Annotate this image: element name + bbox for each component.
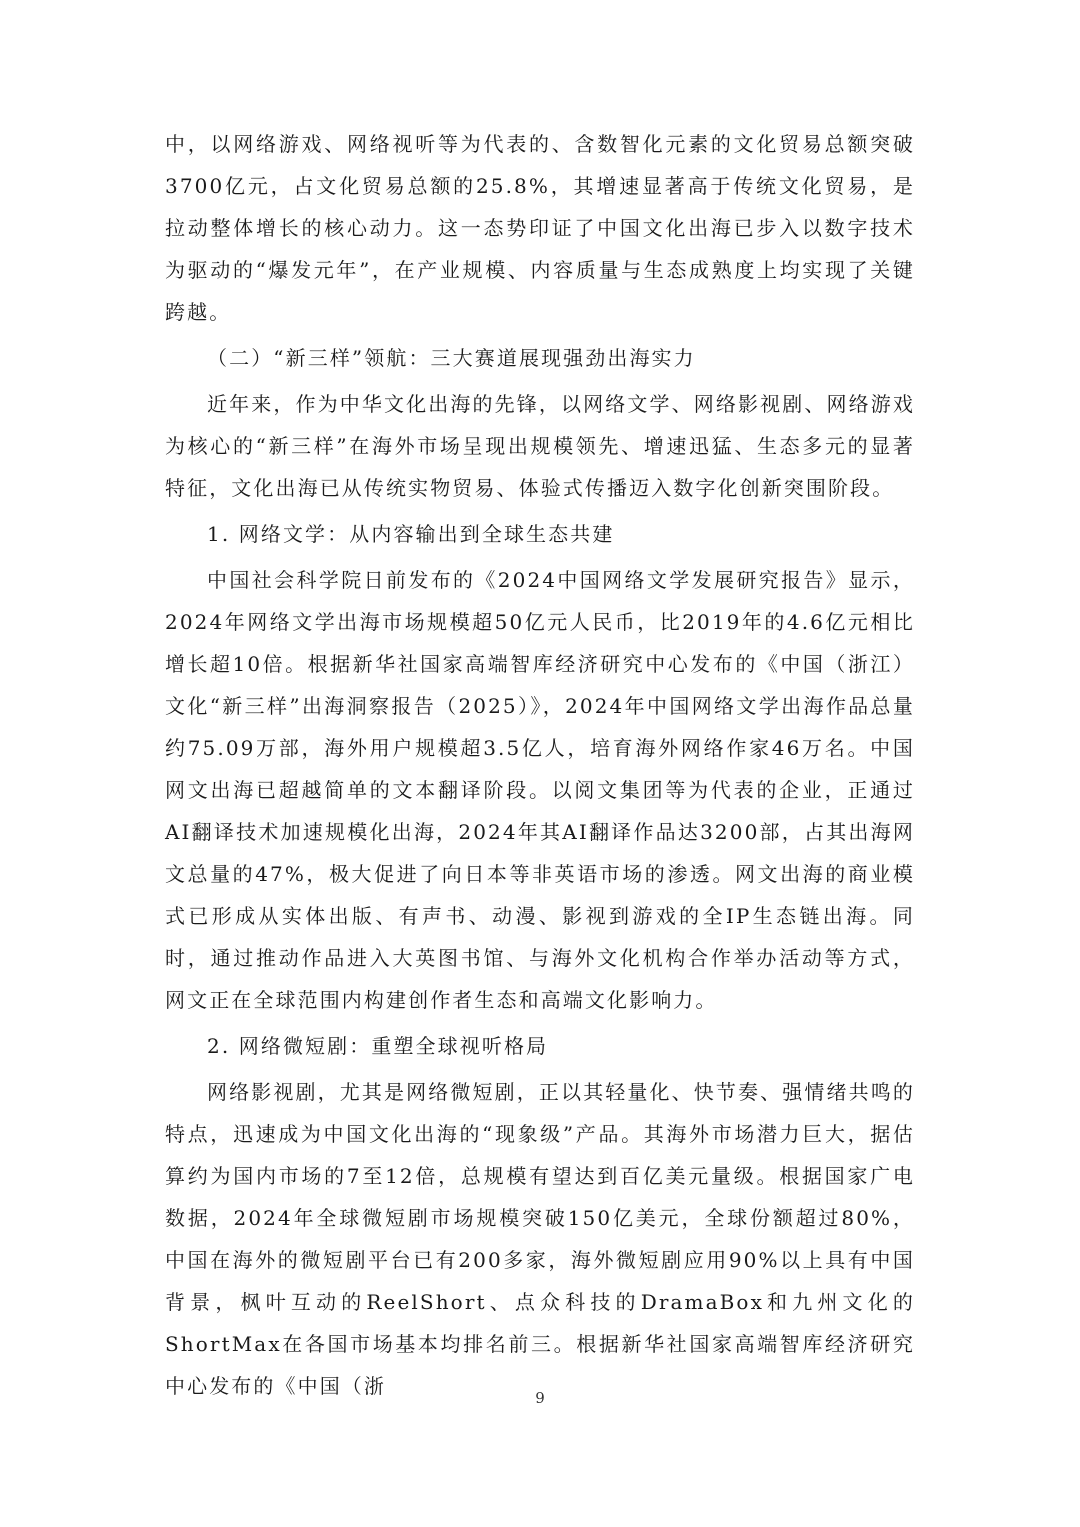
paragraph-section: 近年来，作为中华文化出海的先锋，以网络文学、网络影视剧、网络游戏为核心的“新三样”在海外市场呈现出规模领先、增速迅猛、生态多元的显著特征，文化出海已从传统实物贸易、体验式传播迈入数字化创新突围阶段。 — [165, 392, 915, 500]
paragraph-online-literature: 中国社会科学院日前发布的《2024中国网络文学发展研究报告》显示，2024年网络文学出海市场规模超50亿元人民币，比2019年的4.6亿元相比增长超10倍。根据新华社国家高端智库经济研究中心发布的《中国（浙江）文化“新三样”出海洞察报告（2025）》，2024年中国网络文学出海作品总量约75.09万部，海外用户规模超3.5亿人，培育海外网络作家46万名。中国网文出海已超越简单的文本翻译阶段。以阅文集团等为代表的企业，正通过AI翻译技术加速规模化出海，2024年其AI翻译作品达3200部，占其出海网文总量的47%，极大促进了向日本等非英语市场的渗透。网文出海的商业模式已形成从实体出版、有声书、动漫、影视到游戏的全IP生态链出海。同时，通过推动作品进入大英图书馆、与海外文化机构合作举办活动等方式，网文正在全球范围内构建创作者生态和高端文化影响力。 — [165, 568, 915, 1012]
subheading-online-literature: 1. 网络文学：从内容输出到全球生态共建 — [207, 522, 615, 546]
section-heading: （二）“新三样”领航：三大赛道展现强劲出海实力 — [207, 346, 696, 370]
paragraph-intro: 中，以网络游戏、网络视听等为代表的、含数智化元素的文化贸易总额突破3700亿元，占文化贸易总额的25.8%，其增速显著高于传统文化贸易，是拉动整体增长的核心动力。这一态势印证了中国文化出海已步入以数字技术为驱动的“爆发元年”，在产业规模、内容质量与生态成熟度上均实现了关键跨越。 — [165, 132, 915, 324]
document-body — [165, 123, 915, 1407]
page-number: 9 — [535, 1389, 545, 1407]
subheading-micro-short-drama: 2. 网络微短剧：重塑全球视听格局 — [207, 1034, 549, 1058]
paragraph-micro-short-drama: 网络影视剧，尤其是网络微短剧，正以其轻量化、快节奏、强情绪共鸣的特点，迅速成为中国文化出海的“现象级”产品。其海外市场潜力巨大，据估算约为国内市场的7至12倍，总规模有望达到百亿美元量级。根据国家广电数据，2024年全球微短剧市场规模突破150亿美元，全球份额超过80%，中国在海外的微短剧平台已有200多家，海外微短剧应用90%以上具有中国背景，枫叶互动的ReelShort、点众科技的DramaBox和九州文化的ShortMax在各国市场基本均排名前三。根据新华社国家高端智库经济研究中心发布的《中国（浙 — [165, 1080, 915, 1398]
